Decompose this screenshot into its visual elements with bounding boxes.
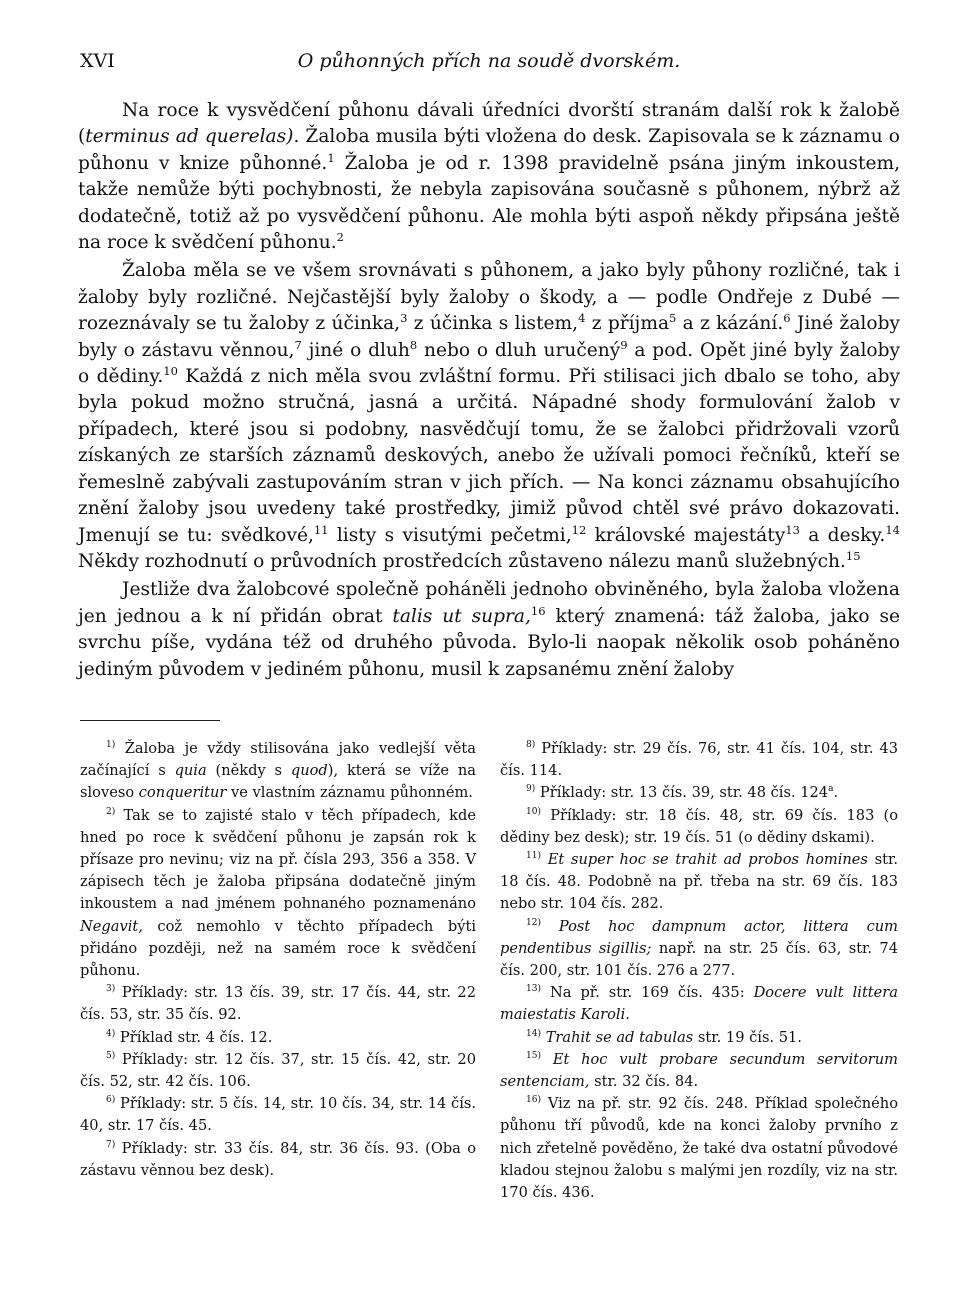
footnote-16: $^{16)}$ Viz na př. str. 92 čís. 248. Příklad společného půhonu tří původů, kde na konci žaloby prvního z nich zřetelně pověděno, že také dva ostatní původové kladou stejnou žalobu s malými jen rozdíly, viz na str. 170 čís. 436. [500,1095,898,1202]
footnote-ref: 6 [783,311,791,326]
footnote-3: $^{3)}$ Příklady: str. 13 čís. 39, str. 17 čís. 44, str. 22 čís. 53, str. 35 čís. 92. [80,984,476,1024]
main-text [78,98,900,683]
footnote-14: $^{14)}$ Trahit se ad tabulas str. 19 čís. 51. [526,1028,802,1046]
footnotes-right-column [500,738,898,1204]
footnote-ref: 14 [885,522,900,537]
footnote-15: $^{15)}$ Et hoc vult probare secundum servitorum sentenciam, str. 32 čís. 84. [500,1050,898,1091]
footnote-4: $^{4)}$ Příklad str. 4 čís. 12. [106,1028,273,1046]
footnote-divider [80,720,220,721]
paragraph-1: Na roce k vysvědčení půhonu dávali úředníci dvorští stranám další rok k žalobě (terminus ad querelas). Žaloba musila býti vložena do desk. Zapisovala se k záznamu o půhonu v knize půhonné.$^1$ Žaloba je od r. 1398 pravidelně psána jiným inkoustem, takže nemůže býti pochybnosti, že nebyla zapisována současně s půhonem, nýbrž až dodatečně, totiž až po vysvědčení půhonu. Ale mohla býti aspoň někdy připsána ještě na roce k svědčení půhonu.$^2$ [78,100,900,254]
footnote-8: $^{8)}$ Příklady: str. 29 čís. 76, str. 41 čís. 104, str. 43 čís. 114. [500,740,898,780]
footnote-ref: 9 [620,337,628,352]
footnote-ref: 13 [785,522,800,537]
footnote-7: $^{7)}$ Příklady: str. 33 čís. 84, str. 36 čís. 93. (Oba o zástavu věnnou bez desk). [80,1139,476,1179]
page-header [80,50,898,80]
footnote-ref: 12 [571,522,587,537]
footnote-11: $^{11)}$ Et super hoc se trahit ad probos homines str. 18 čís. 48. Podobně na př. třeba na str. 69 čís. 183 nebo str. 104 čís. 282. [500,851,898,913]
footnote-ref: 3 [400,311,408,326]
footnote-ref: 8 [409,337,418,352]
footnote-ref: 11 [313,522,329,537]
footnote-ref: 7 [294,337,302,352]
footnote-ref: 15 [845,548,861,563]
footnote-6: $^{6)}$ Příklady: str. 5 čís. 14, str. 10 čís. 34, str. 14 čís. 40, str. 17 čís. 45. [80,1095,476,1135]
footnote-ref: 2 [336,229,344,244]
footnote-1: $^{1)}$ Žaloba je vždy stilisována jako vedlejší věta začínající s quia (někdy s quod), která se víže na sloveso conqueritur ve vlastním záznamu půhonném. [80,740,476,802]
footnote-ref: 5 [669,311,677,326]
footnote-9: $^{9)}$ Příklady: str. 13 čís. 39, str. 48 čís. 124$^a$. [526,784,839,802]
footnote-12: $^{12)}$ Post hoc dampnum actor, littera cum pendentibus sigillis; např. na str. 25 čís. 63, str. 74 čís. 200, str. 101 čís. 276 a 277. [500,917,898,980]
footnote-ref: 4 [578,311,586,326]
footnote-13: $^{13)}$ Na př. str. 169 čís. 435: Docere vult littera maiestatis Karoli. [500,984,898,1024]
running-title: O půhonných přích na soudě dvorském. [297,50,681,72]
footnote-ref: 16 [530,603,546,618]
footnote-ref: 10 [163,363,178,378]
footnote-ref: 1 [327,150,335,165]
paragraph-2: Žaloba měla se ve všem srovnávati s půhonem, a jako byly půhony rozličné, tak i žaloby byly rozličné. Nejčastější byly žaloby o škody, a — podle Ondřeje z Dubé — rozeznávaly se tu žaloby z účinka,$^3$ z účinka s listem,$^4$ z příjma$^5$ a z kázání.$^6$ Jiné žaloby byly o zástavu věnnou,$^7$ jiné o dluh$^8$ nebo o dluh uručený$^9$ a pod. Opět jiné byly žaloby o dědiny.$^{10}$ Každá z nich měla svou zvláštní formu. Při stilisaci jich dbalo se toho, aby byla pokud možno stručná, jasná a určitá. Nápadné shody formulování žalob v případech, které jsou si podobny, nasvědčují tomu, že se žalobci přidržovali vzorů získaných ze starších záznamů deskových, anebo že užívali pomoci řečníků, kteří se řemeslně zabývali zastupováním stran v jich přích. — Na konci záznamu obsahujícího znění žaloby jsou uvedeny také prostředky, jimiž původ chtěl své právo dokazovati. Jmenují se tu: svědkové,$^{11}$ listy s visutými pečetmi,$^{12}$ královské majestáty$^{13}$ a desky.$^{14}$ Někdy rozhodnutí o průvodních prostředcích zůstaveno nálezu manů služebných.$^{15}$ [78,260,901,572]
paragraph-3: Jestliže dva žalobcové společně poháněli jednoho obviněného, byla žaloba vložena jen jednou a k ní přidán obrat talis ut supra,$^{16}$ který znamená: táž žaloba, jako se svrchu píše, vydána též od druhého původa. Bylo-li naopak několik osob poháněno jediným původem v jediném půhonu, musil k zapsanému znění žaloby [78,579,900,680]
page-number: XVI [80,50,115,72]
footnotes-left-column [80,738,476,1182]
footnote-2: $^{2)}$ Tak se to zajisté stalo v těch případech, kde hned po roce k svědčení půhonu je zapsán rok k přísaze pro nevinu; viz na př. čísla 293, 356 a 358. V zápisech těch je žaloba připsána dodatečně jiným inkoustem a nad jménem pohnaného poznamenáno Negavit, což nemohlo v těchto případech býti přidáno později, než na samém roce k svědčení půhonu. [80,806,476,980]
footnote-10: $^{10)}$ Příklady: str. 18 čís. 48, str. 69 čís. 183 (o dědiny bez desk); str. 19 čís. 51 (o dědiny dskami). [500,806,898,846]
footnote-5: $^{5)}$ Příklady: str. 12 čís. 37, str. 15 čís. 42, str. 20 čís. 52, str. 42 čís. 106. [80,1050,476,1091]
